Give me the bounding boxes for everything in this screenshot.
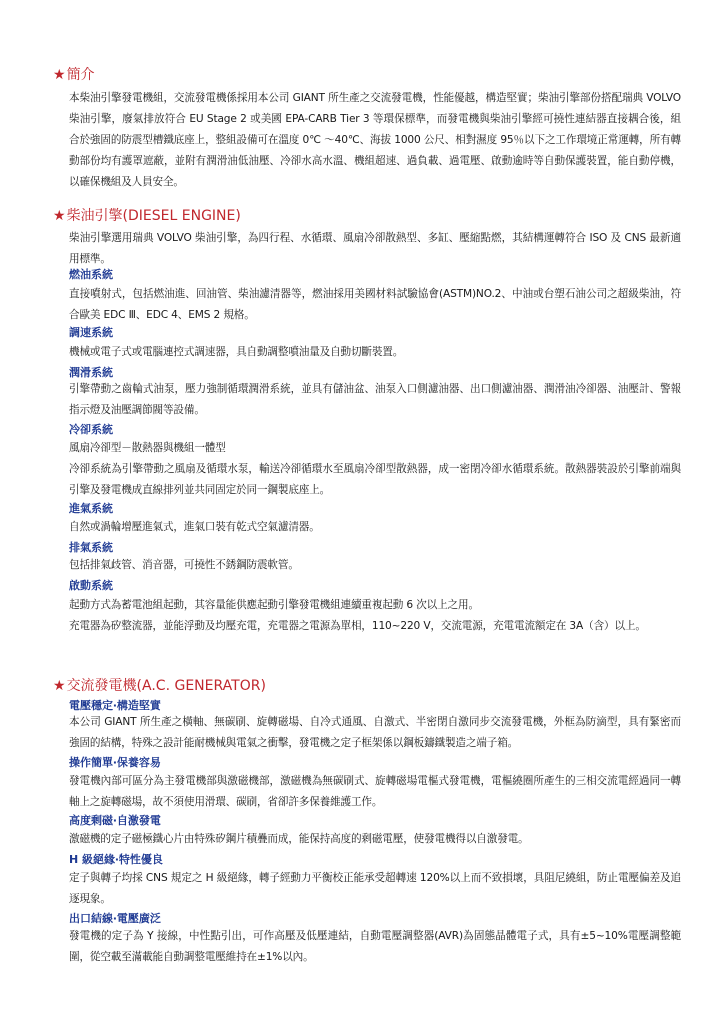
- governor-system-heading: 調速系統: [69, 326, 113, 339]
- generator-sub-1-paragraph: 本公司 GIANT 所生產之橫軸、無碳刷、旋轉磁場、自冷式通風、自激式、半密閉自激同步交流發電機，外框為防滴型，具有緊密而強固的結構，特殊之設計能耐機械與電氣之衝擊，發電機之定子框架係以鋼板鑄鐵製造之端子箱。: [69, 716, 681, 749]
- start-system-heading: 啟動系統: [69, 579, 113, 592]
- generator-sub-5-paragraph: 發電機的定子為 Y 接線，中性點引出，可作高壓及低壓連結，自動電壓調整器(AVR)為固態晶體電子式，具有±5~10%電壓調整範圍，從空載至滿載能自動調整電壓維持在±1%以內。: [69, 930, 681, 963]
- generator-sub-4-heading: H 級絕緣‧特性優良: [69, 853, 163, 866]
- cooling-system-heading: 冷卻系統: [69, 423, 113, 436]
- generator-sub-2-paragraph: 發電機內部可區分為主發電機部與激磁機部，激磁機為無碳刷式、旋轉磁場電樞式發電機，電樞繞圈所產生的三相交流電經過同一轉軸上之旋轉磁場，故不須使用滑環、碳刷，省卻許多保養維護工作。: [69, 775, 681, 808]
- generator-sub-5-heading: 出口結線‧電壓廣泛: [69, 912, 161, 925]
- engine-intro-paragraph: 柴油引擎選用瑞典 VOLVO 柴油引擎，為四行程、水循環、風扇冷卻散熱型、多缸、壓縮點燃，其結構運轉符合 ISO 及 CNS 最新適用標準。: [69, 232, 681, 265]
- generator-sub-4-paragraph: 定子與轉子均採 CNS 規定之 H 級絕緣，轉子經動力平衡校正能承受超轉速 120%以上而不致損壞，具阻尼繞組，防止電壓偏差及追逐現象。: [69, 872, 681, 905]
- star-icon: ★: [53, 678, 66, 694]
- intro-paragraph: 本柴油引擎發電機組，交流發電機係採用本公司 GIANT 所生產之交流發電機，性能優越，構造堅實；柴油引擎部份搭配瑞典 VOLVO 柴油引擎，廢氣排放符合 EU Stage 2 或美國 EPA-CARB Tier 3 等環保標準，而發電機與柴油引擎經可撓性連結器直接耦合後，組合於強固的防震型槽鐵底座上，整組設備可在溫度 0℃ ～40℃、海拔 1000 公尺、相對濕度 95％以下之工作環境正常運轉，所有轉動部份均有護罩遮蔽，並附有潤滑油低油壓、冷卻水高水溫、機組超速、過負載、過電壓、啟動逾時等自動保護裝置，能自動停機，以確保機組及人員安全。: [69, 92, 681, 188]
- exhaust-system-paragraph: 包括排氣歧管、消音器，可撓性不銹鋼防震軟管。: [69, 559, 299, 571]
- cooling-system-paragraph-2: 冷卻系統為引擎帶動之風扇及循環水泵，輸送冷卻循環水至風扇冷卻型散熱器，成一密閉冷卻水循環系統。散熱器裝設於引擎前端與引擎及發電機成直線排列並共同固定於同一鋼製底座上。: [69, 463, 681, 496]
- generator-sub-2-heading: 操作簡單‧保養容易: [69, 756, 161, 769]
- fuel-system-heading: 燃油系統: [69, 268, 113, 281]
- section-title-text: 柴油引擎(DIESEL ENGINE): [66, 208, 241, 224]
- exhaust-system-heading: 排氣系統: [69, 541, 113, 554]
- cooling-system-paragraph-1: 風扇冷卻型－散熱器與機組一體型: [69, 442, 226, 454]
- section-title-intro: [53, 66, 95, 84]
- star-icon: ★: [53, 67, 66, 83]
- intake-system-paragraph: 自然或渦輪增壓進氣式，進氣口裝有乾式空氣濾清器。: [69, 521, 320, 533]
- section-title-text: 交流發電機(A.C. GENERATOR): [66, 678, 266, 694]
- start-system-paragraph-1: 起動方式為蓄電池組起動，其容量能供應起動引擎發電機組連續重複起動 6 次以上之用。: [69, 599, 479, 611]
- lube-system-heading: 潤滑系統: [69, 366, 113, 379]
- star-icon: ★: [53, 208, 66, 224]
- governor-system-paragraph: 機械或電子式或電腦連控式調速器，具自動調整噴油量及自動切斷裝置。: [69, 346, 404, 358]
- intake-system-heading: 進氣系統: [69, 502, 113, 515]
- section-title-generator: [53, 677, 266, 695]
- section-title-engine: [53, 207, 241, 225]
- generator-sub-3-heading: 高度剩磁‧自激發電: [69, 814, 161, 827]
- generator-sub-3-paragraph: 激磁機的定子磁極鐵心片由特殊矽鋼片積疊而成，能保持高度的剩磁電壓，使發電機得以自激發電。: [69, 833, 529, 845]
- start-system-paragraph-2: 充電器為矽整流器，並能浮動及均壓充電，充電器之電源為單相，110~220 V，交流電源，充電電流額定在 3A（含）以上。: [69, 620, 646, 632]
- fuel-system-paragraph: 直接噴射式，包括燃油進、回油管、柴油濾清器等，燃油採用美國材料試驗協會(ASTM)NO.2、中油或台塑石油公司之超級柴油，符合歐美 EDC Ⅲ、EDC 4、EMS 2 規格。: [69, 288, 681, 321]
- section-title-text: 簡介: [66, 67, 95, 83]
- lube-system-paragraph: 引擎帶動之齒輪式油泵，壓力強制循環潤滑系統，並具有儲油盆、油泵入口側濾油器、出口側濾油器、潤滑油冷卻器、油壓計、警報指示燈及油壓調節閥等設備。: [69, 383, 681, 416]
- generator-sub-1-heading: 電壓穩定‧構造堅實: [69, 699, 161, 712]
